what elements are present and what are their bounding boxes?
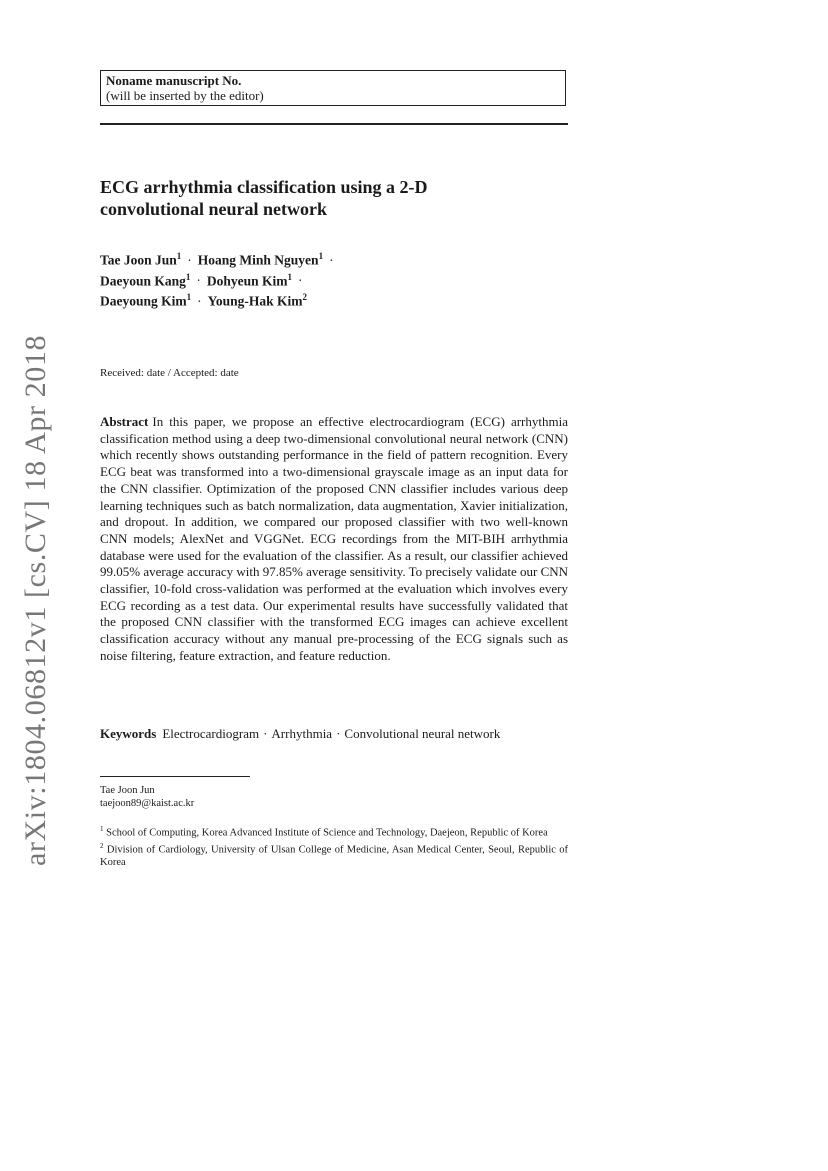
abstract-text: In this paper, we propose an effective electrocardiogram (ECG) arrhythmia classification method using a deep two-dimensional convolutional neural network (CNN) which recently shows outstanding performance in the field of pattern recognition. Every ECG beat was transformed into a two-dimensional grayscale image as an input data for the CNN classifier. Optimization of the proposed CNN classifier includes various deep learning techniques such as batch normalization, data augmentation, Xavier initialization, and dropout. In addition, we compared our proposed classifier with two well-known CNN models; AlexNet and VGGNet. ECG recordings from the MIT-BIH arrhythmia database were used for the evaluation of the classifier. As a result, our classifier achieved 99.05% average accuracy with 97.85% average sensitivity. To precisely validate our CNN classifier, 10-fold cross-validation was performed at the evaluation which involves every ECG recording as a test data. Our experimental results have successfully validated that the proposed CNN classifier with the transformed ECG images can achieve excellent classification accuracy without any manual pre-processing of the ECG signals such as noise filtering, feature extraction, and feature reduction. xyxy=(100,414,569,663)
author-name: Daeyoung Kim xyxy=(100,293,187,309)
affiliation-2 xyxy=(100,840,568,870)
keyword-separator: · xyxy=(336,726,341,741)
affiliation-list xyxy=(100,823,568,869)
author-separator: · xyxy=(187,252,192,268)
author-separator: · xyxy=(196,273,201,288)
author-affiliation: 1 xyxy=(186,292,192,302)
author-affiliation: 1 xyxy=(287,271,293,282)
footnote-rule xyxy=(100,776,250,777)
header-rule xyxy=(100,123,568,125)
author-name: Daeyoun Kang xyxy=(100,273,186,288)
abstract-label: Abstract xyxy=(100,414,149,429)
author-list xyxy=(100,248,568,310)
footnotes xyxy=(100,784,568,869)
author-line-3 xyxy=(100,289,568,310)
title-line-2: convolutional neural network xyxy=(100,199,328,219)
affiliation-mark: 2 xyxy=(100,841,104,850)
received-date: Received: date / Accepted: date xyxy=(100,367,239,379)
keyword: Arrhythmia xyxy=(271,726,333,741)
author-separator: · xyxy=(329,252,334,268)
corresponding-author-name: Tae Joon Jun xyxy=(100,785,155,796)
keywords xyxy=(100,726,570,742)
author-separator: · xyxy=(197,293,202,309)
author-separator: · xyxy=(298,273,303,288)
affiliation-1 xyxy=(100,823,568,840)
author-name: Dohyeun Kim xyxy=(206,273,288,288)
author-affiliation: 2 xyxy=(302,292,308,302)
affiliation-mark: 1 xyxy=(100,825,104,833)
author-affiliation: 1 xyxy=(318,251,324,261)
author-line-2 xyxy=(100,269,568,290)
author-name: Young-Hak Kim xyxy=(207,293,303,309)
affiliation-text: Division of Cardiology, University of Ulsan College of Medicine, Asan Medical Center, Seoul, Republic of Korea xyxy=(100,844,568,868)
author-affiliation: 1 xyxy=(185,271,191,282)
manuscript-note: (will be inserted by the editor) xyxy=(106,88,264,103)
paper-title xyxy=(100,176,568,220)
abstract xyxy=(100,414,568,665)
title-line-1: ECG arrhythmia classification using a 2-D xyxy=(100,177,428,197)
keyword-separator: · xyxy=(263,726,268,741)
keywords-label: Keywords xyxy=(100,726,157,741)
corresponding-author-email: taejoon89@kaist.ac.kr xyxy=(100,798,195,809)
author-name: Tae Joon Jun xyxy=(100,252,177,268)
author-affiliation: 1 xyxy=(176,251,182,261)
arxiv-identifier: arXiv:1804.06812v1 [cs.CV] 18 Apr 2018 xyxy=(19,334,52,866)
keyword: Convolutional neural network xyxy=(344,726,501,741)
affiliation-text: School of Computing, Korea Advanced Institute of Science and Technology, Daejeon, Republic of Korea xyxy=(106,827,548,839)
manuscript-number: Noname manuscript No. xyxy=(106,73,242,88)
author-line-1 xyxy=(100,248,568,269)
author-name: Hoang Minh Nguyen xyxy=(197,252,319,268)
manuscript-box xyxy=(100,70,566,106)
keyword: Electrocardiogram xyxy=(162,726,260,741)
